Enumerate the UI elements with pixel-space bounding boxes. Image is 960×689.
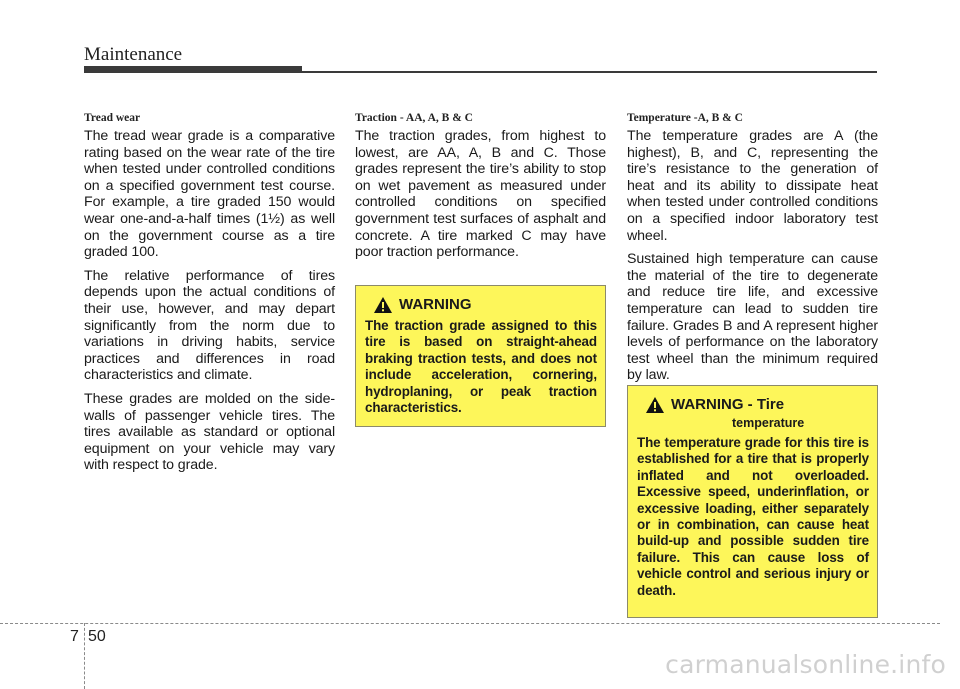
temperature-warning-box (627, 385, 878, 618)
traction-heading: Traction - AA, A, B & C (355, 112, 473, 124)
temperature-paragraph-1: The temperature grades are A (the highest), B, and C, representing the tire’s resistance to the generation of heat and its ability to dissipate heat when tested under controlled conditions on a specified indoor laboratory test wheel. (627, 128, 878, 244)
watermark-text: carmanualsonline.info (665, 650, 946, 679)
page-header-title: Maintenance (84, 44, 183, 65)
tread-wear-heading: Tread wear (84, 112, 141, 124)
warning-triangle-icon (645, 396, 665, 414)
header-rule-thick (84, 66, 302, 73)
temperature-warning-text: The temperature grade for this tire is established for a tire that is properly inflated and not overloaded. Excessive speed, underinflation, or excessive loading, either separately or in combination, can cause heat build-up and possible sudden tire failure. This can cause loss of vehicle control and serious injury or death. (637, 435, 869, 598)
footer-dashed-rule (0, 623, 940, 624)
warning-triangle-icon (373, 296, 393, 314)
traction-paragraph-1: The traction grades, from highest to lowest, are AA, A, B and C. Those grades represent the tire’s ability to stop on wet pavement as measured under controlled conditions on specified government test surfaces of asphalt and concrete. A tire marked C may have poor traction performance. (355, 128, 606, 261)
tread-wear-paragraph-3: These grades are molded on the side-walls of passenger vehicle tires. The tires available as standard or optional equipment on your vehicle may vary with respect to grade. (84, 390, 335, 474)
chapter-number: 7 (70, 628, 79, 645)
traction-warning-text: The traction grade assigned to this tire is based on straight-ahead braking traction tests, and does not include acceleration, cornering, hydroplaning, or peak traction characteristics. (365, 318, 597, 416)
temperature-section (627, 112, 878, 391)
traction-warning-box (355, 285, 606, 427)
page-number: 50 (88, 628, 106, 645)
temperature-warning-title: WARNING - Tire (671, 396, 785, 413)
tread-wear-paragraph-1: The tread wear grade is a comparative rating based on the wear rate of the tire when tested under controlled conditions on a specified government test course. For example, a tire graded 150 would wear one-and-a-half times (1½) as well on the government course as a tire graded 100. (84, 128, 335, 261)
temperature-warning-subtitle: temperature (732, 416, 805, 430)
temperature-paragraph-2: Sustained high temperature can cause the material of the tire to degenerate and reduce tire life, and excessive temperature can lead to sudden tire failure. Grades B and A represent higher levels of performance on the laboratory test wheel than the minimum required by law. (627, 251, 878, 384)
traction-warning-title: WARNING (399, 296, 472, 313)
header-rule-thin (302, 71, 877, 73)
tread-wear-paragraph-2: The relative performance of tires depends upon the actual conditions of their use, however, and may depart significantly from the norm due to variations in driving habits, service practices and differences in road characteristics and climate. (84, 267, 335, 384)
temperature-heading: Temperature -A, B & C (627, 112, 743, 124)
footer-dashed-divider (84, 623, 85, 689)
traction-section (355, 112, 606, 268)
tread-wear-section (84, 112, 335, 481)
